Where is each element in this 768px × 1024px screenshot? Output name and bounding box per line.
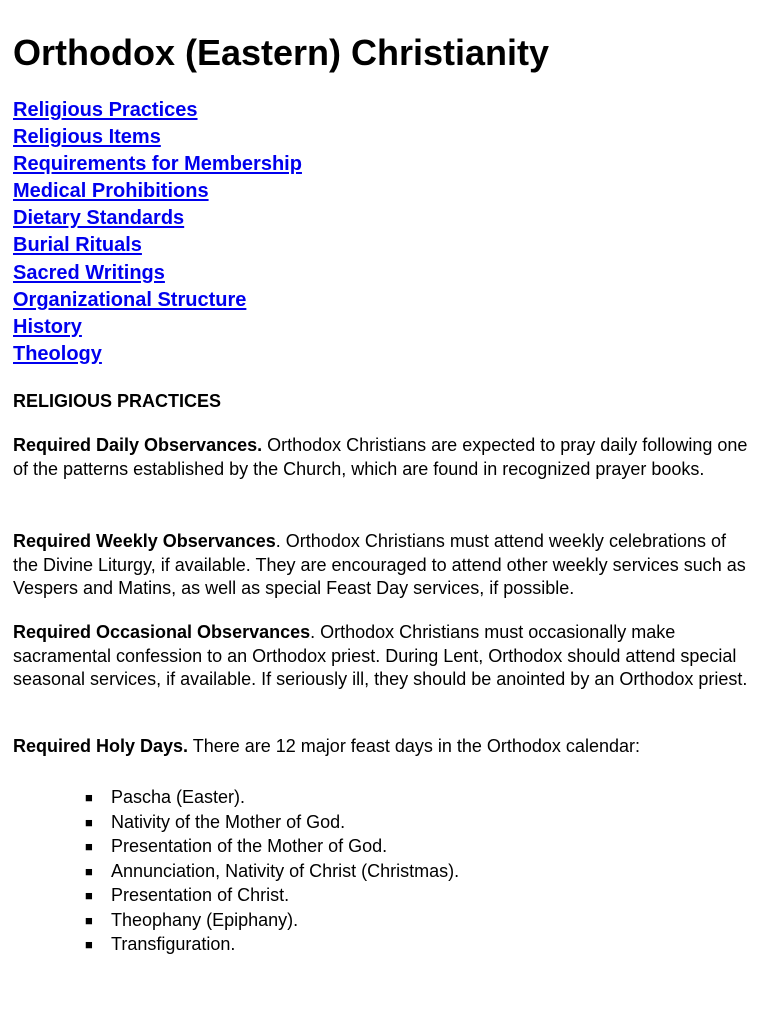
toc-link-religious-items[interactable]: Religious Items <box>13 126 161 149</box>
toc-item-dietary <box>13 205 302 232</box>
list-item-text: Pascha (Easter). <box>111 787 246 807</box>
square-bullet-icon: ■ <box>85 863 93 879</box>
toc-link-burial-rituals[interactable]: Burial Rituals <box>13 234 142 257</box>
list-item-text: Presentation of the Mother of God. <box>111 836 388 856</box>
paragraph-lead: Required Daily Observances. <box>13 435 263 455</box>
paragraph-daily-observances <box>13 434 753 481</box>
toc-link-theology[interactable]: Theology <box>13 342 102 365</box>
paragraph-text: Orthodox Christians are expected to pray daily following one of the patterns established by the Church, which are found in recognized prayer books. <box>13 435 748 479</box>
list-item-text: Presentation of Christ. <box>111 885 290 905</box>
square-bullet-icon: ■ <box>85 790 93 805</box>
toc-link-organizational-structure[interactable]: Organizational Structure <box>13 288 247 311</box>
list-item-text: Annunciation, Nativity of Christ (Christmas). <box>111 860 460 881</box>
paragraph-lead: Required Holy Days. <box>13 736 189 756</box>
paragraph-holy-days <box>13 735 753 759</box>
toc-link-membership[interactable]: Requirements for Membership <box>13 153 302 176</box>
toc-item-burial <box>13 232 302 259</box>
toc-item-theology <box>13 341 302 368</box>
table-of-contents <box>13 97 302 368</box>
toc-link-medical-prohibitions[interactable]: Medical Prohibitions <box>13 180 209 203</box>
paragraph-lead: Required Weekly Observances <box>13 531 276 551</box>
list-item <box>85 834 459 859</box>
toc-item-religious-items <box>13 124 302 151</box>
list-item <box>85 859 459 884</box>
list-item <box>85 908 459 933</box>
paragraph-text: . Orthodox Christians must occasionally make sacramental confession to an Orthodox priest. During Lent, Orthodox should attend special seasonal services, if available. If seriously ill, they should be anointed by an Orthodox priest. <box>13 622 748 689</box>
toc-item-membership <box>13 151 302 178</box>
list-item-text: Nativity of the Mother of God. <box>111 811 346 832</box>
paragraph-occasional-observances <box>13 621 753 692</box>
toc-link-religious-practices[interactable]: Religious Practices <box>13 99 198 121</box>
list-item <box>85 810 459 835</box>
toc-item-structure <box>13 287 302 314</box>
toc-link-dietary-standards[interactable]: Dietary Standards <box>13 207 185 230</box>
paragraph-text: . Orthodox Christians must attend weekly celebrations of the Divine Liturgy, if available. They are encouraged to attend other weekly services such as Vespers and Matins, as well as special Feast Day services, if possible. <box>13 531 746 598</box>
square-bullet-icon: ■ <box>85 839 93 854</box>
toc-item-history <box>13 314 302 341</box>
page-title: Orthodox (Eastern) Christianity <box>13 32 550 73</box>
list-item-text: Theophany (Epiphany). <box>111 909 299 930</box>
square-bullet-icon: ■ <box>85 814 93 830</box>
list-item <box>85 932 459 957</box>
list-item-text: Transfiguration. <box>111 934 236 954</box>
paragraph-weekly-observances <box>13 530 753 601</box>
list-item <box>85 883 459 908</box>
toc-item-religious-practices <box>13 97 302 124</box>
paragraph-text: There are 12 major feast days in the Orthodox calendar: <box>188 736 640 756</box>
list-item <box>85 785 459 810</box>
toc-link-sacred-writings[interactable]: Sacred Writings <box>13 261 165 284</box>
toc-item-medical <box>13 178 302 205</box>
paragraph-lead: Required Occasional Observances <box>13 622 311 642</box>
feast-days-list <box>85 785 459 957</box>
section-heading: RELIGIOUS PRACTICES <box>13 391 222 411</box>
square-bullet-icon: ■ <box>85 888 93 903</box>
toc-item-writings <box>13 260 302 287</box>
toc-link-history[interactable]: History <box>13 315 82 338</box>
square-bullet-icon: ■ <box>85 912 93 928</box>
square-bullet-icon: ■ <box>85 937 93 952</box>
